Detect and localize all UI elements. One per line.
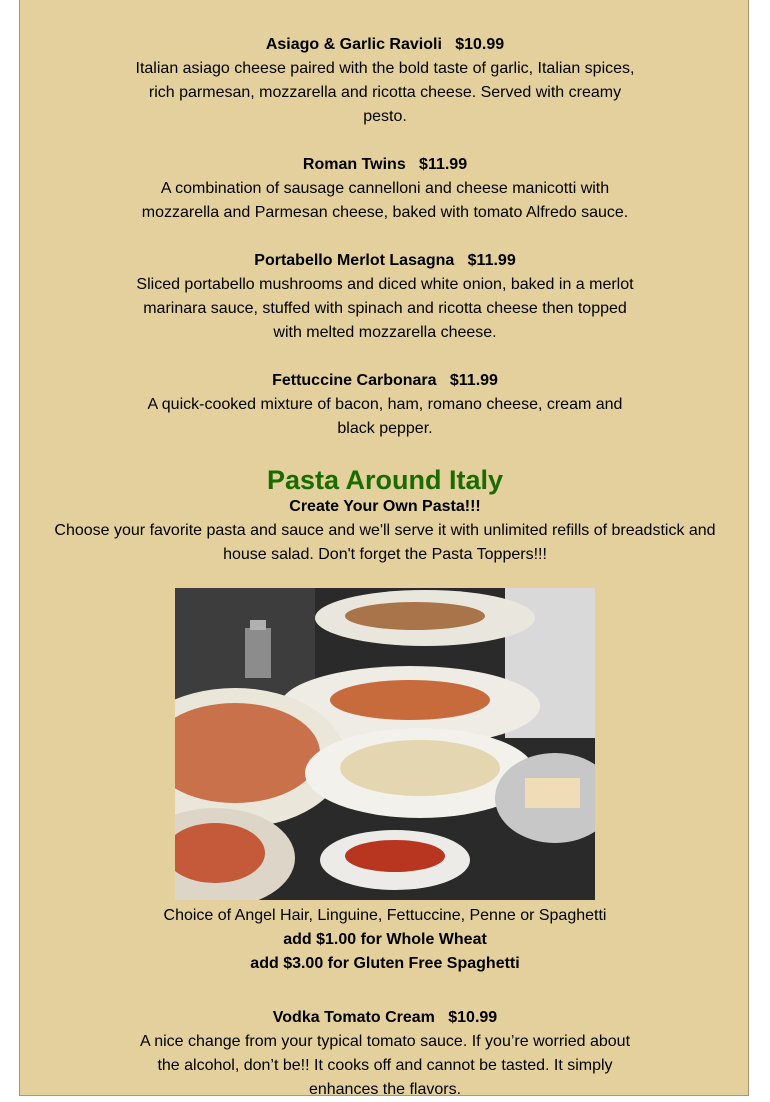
pasta-options [20, 904, 750, 976]
section-subtitle: Create Your Own Pasta!!! [289, 498, 481, 515]
dish-title: Vodka Tomato Cream $10.99 [272, 1009, 498, 1026]
dish-title: Fettuccine Carbonara $11.99 [272, 372, 498, 389]
dish-fettuccine-carbonara [20, 369, 750, 441]
dish-vodka-tomato-cream [20, 1006, 750, 1102]
pasta-photo-illustration [175, 588, 595, 900]
menu-panel [19, 0, 749, 1096]
dish-description: A nice change from your typical tomato sauce. If you’re worried about the alcohol, don’t be!! It cooks off and cannot be tasted. It simply enhances the flavors. [139, 1033, 631, 1098]
dish-title: Roman Twins $11.99 [302, 156, 468, 173]
dish-title: Asiago & Garlic Ravioli $10.99 [265, 36, 505, 53]
pasta-dishes-photo [175, 588, 595, 900]
dish-description: Italian asiago cheese paired with the bold taste of garlic, Italian spices, rich parmesan, mozzarella and ricotta cheese. Served with creamy pesto. [135, 60, 635, 125]
dish-title: Portabello Merlot Lasagna $11.99 [254, 252, 516, 269]
section-title: Pasta Around Italy [266, 465, 504, 495]
dish-roman-twins [20, 153, 750, 225]
addon-gluten-free: add $3.00 for Gluten Free Spaghetti [250, 955, 520, 972]
dish-portabello-lasagna [20, 249, 750, 345]
dish-description: Sliced portabello mushrooms and diced white onion, baked in a merlot marinara sauce, stuffed with spinach and ricotta cheese then topped with melted mozzarella cheese. [136, 276, 634, 341]
addon-whole-wheat: add $1.00 for Whole Wheat [283, 931, 487, 948]
dish-description: A combination of sausage cannelloni and cheese manicotti with mozzarella and Parmesan cheese, baked with tomato Alfredo sauce. [141, 180, 629, 221]
section-intro-text: Choose your favorite pasta and sauce and we'll serve it with unlimited refills of breadstick and house salad. Don't forget the Pasta Toppers!!! [54, 522, 716, 563]
dish-asiago-ravioli [20, 33, 750, 129]
pasta-choices: Choice of Angel Hair, Linguine, Fettuccine, Penne or Spaghetti [163, 907, 607, 924]
section-intro [20, 495, 750, 567]
dish-description: A quick-cooked mixture of bacon, ham, romano cheese, cream and black pepper. [147, 396, 623, 437]
